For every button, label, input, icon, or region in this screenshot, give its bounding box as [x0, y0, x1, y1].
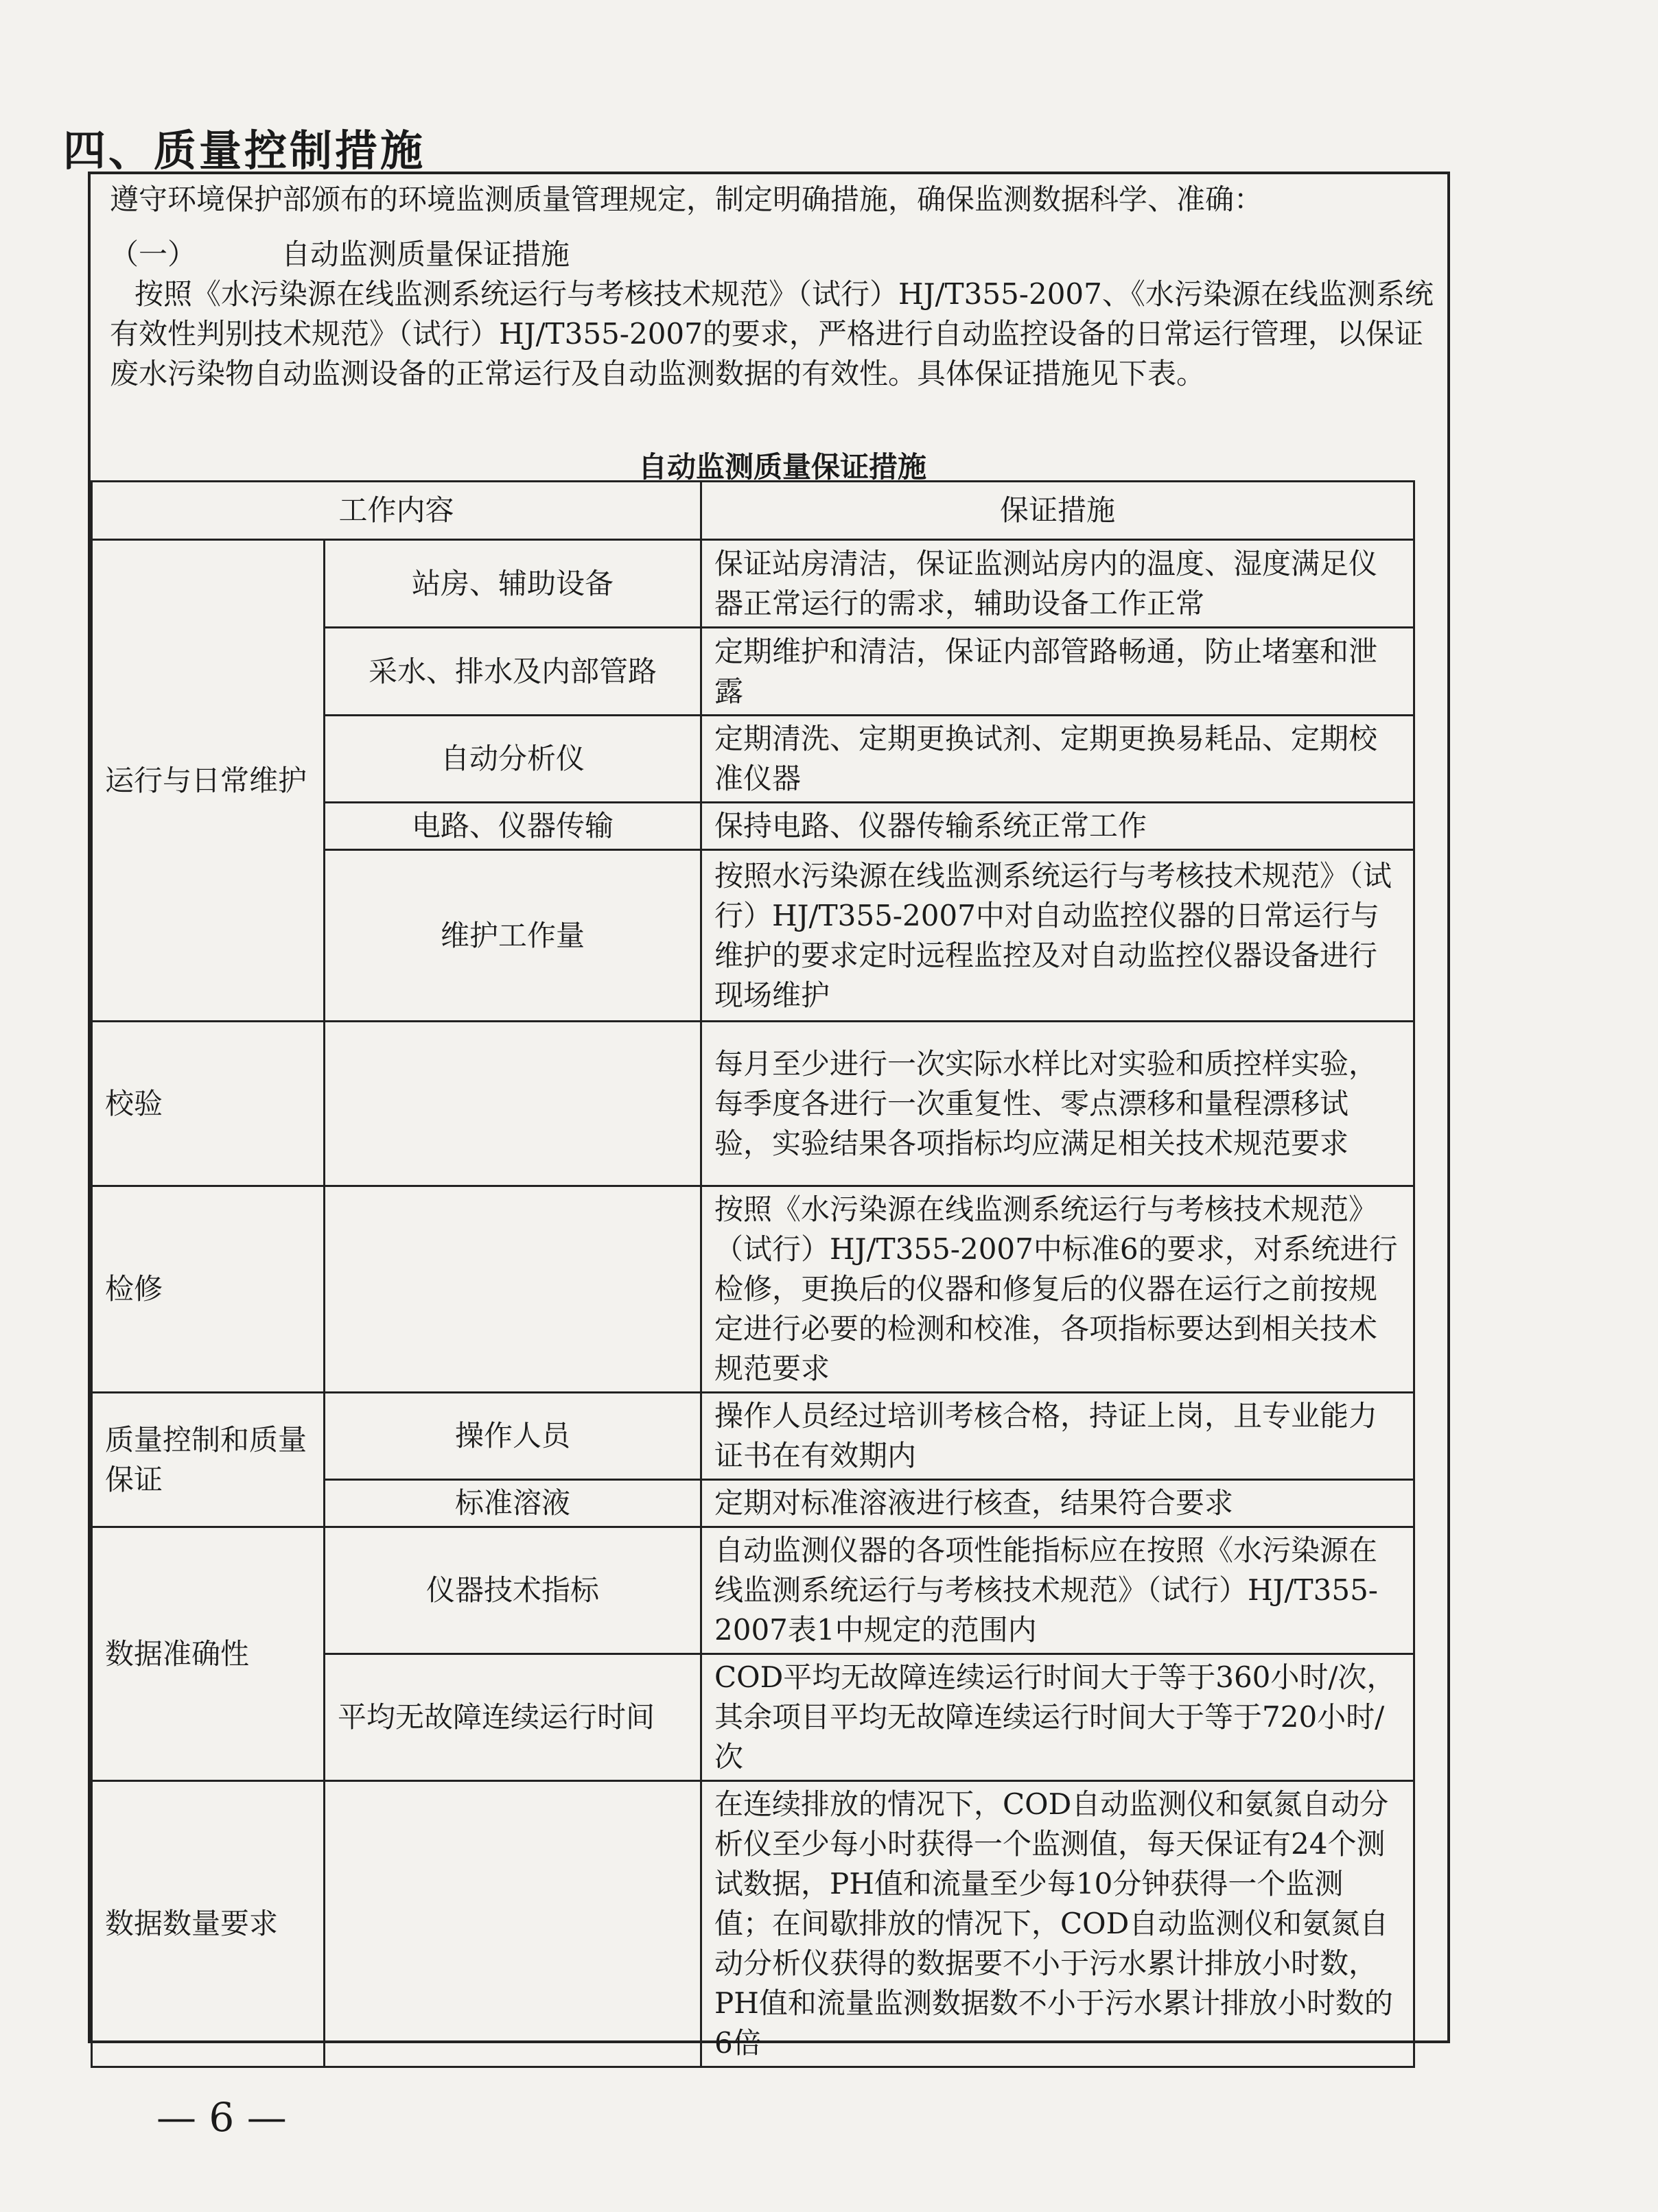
measure-cell: 按照水污染源在线监测系统运行与考核技术规范》（试行）HJ/T355-2007中对自动监控仪器的日常运行与维护的要求定时远程监控及对自动监控仪器设备进行现场维护 — [701, 850, 1414, 1022]
subsection-heading — [110, 235, 1434, 274]
item-cell — [325, 1022, 701, 1186]
measure-cell: 操作人员经过培训考核合格，持证上岗，且专业能力证书在有效期内 — [701, 1393, 1414, 1480]
item-cell: 标准溶液 — [325, 1480, 701, 1527]
category-cell: 检修 — [92, 1186, 325, 1393]
subsection-number: （一） — [110, 237, 197, 271]
description-paragraph: 按照《水污染源在线监测系统运行与考核技术规范》（试行）HJ/T355-2007、《水污染源在线监测系统有效性判别技术规范》（试行）HJ/T355-2007的要求，严格进行自动监控设备的日常运行管理，以保证废水污染物自动监测设备的正常运行及自动监测数据的有效性。具体保证措施见下表。 — [110, 277, 1434, 390]
measure-cell: 定期维护和清洁，保证内部管路畅通，防止堵塞和泄露 — [701, 628, 1414, 716]
item-cell: 维护工作量 — [325, 850, 701, 1022]
measure-cell: 在连续排放的情况下，COD自动监测仪和氨氮自动分析仪至少每小时获得一个监测值，每天保证有24个测试数据，PH值和流量至少每10分钟获得一个监测值；在间歇排放的情况下，COD自动监测仪和氨氮自动分析仪获得的数据要不小于污水累计排放小时数，PH值和流量监测数据数不小于污水累计排放小时数的6倍 — [701, 1781, 1414, 2067]
measure-cell: 自动监测仪器的各项性能指标应在按照《水污染源在线监测系统运行与考核技术规范》（试行）HJ/T355-2007表1中规定的范围内 — [701, 1527, 1414, 1654]
table-row — [92, 1022, 1414, 1186]
category-cell: 运行与日常维护 — [92, 540, 325, 1022]
measure-cell: 保持电路、仪器传输系统正常工作 — [701, 803, 1414, 850]
table-row — [92, 1393, 1414, 1480]
item-cell: 站房、辅助设备 — [325, 540, 701, 628]
measure-cell: 保证站房清洁，保证监测站房内的温度、湿度满足仪器正常运行的需求，辅助设备工作正常 — [701, 540, 1414, 628]
quality-assurance-table — [91, 480, 1415, 2068]
category-cell: 校验 — [92, 1022, 325, 1186]
item-cell: 自动分析仪 — [325, 716, 701, 803]
measure-cell: 每月至少进行一次实际水样比对实验和质控样实验，每季度各进行一次重复性、零点漂移和量程漂移试验，实验结果各项指标均应满足相关技术规范要求 — [701, 1022, 1414, 1186]
table-row — [92, 1781, 1414, 2067]
item-cell: 平均无故障连续运行时间 — [325, 1654, 701, 1781]
subsection-title: 自动监测质量保证措施 — [281, 237, 570, 271]
measure-cell: 定期清洗、定期更换试剂、定期更换易耗品、定期校准仪器 — [701, 716, 1414, 803]
header-measures: 保证措施 — [701, 482, 1414, 540]
measure-cell: COD平均无故障连续运行时间大于等于360小时/次，其余项目平均无故障连续运行时间大于等于720小时/次 — [701, 1654, 1414, 1781]
table-title: 自动监测质量保证措施 — [638, 450, 926, 484]
table-row — [92, 540, 1414, 628]
item-cell: 电路、仪器传输 — [325, 803, 701, 850]
item-cell: 仪器技术指标 — [325, 1527, 701, 1654]
header-work-content: 工作内容 — [92, 482, 701, 540]
measure-cell: 定期对标准溶液进行核查，结果符合要求 — [701, 1480, 1414, 1527]
table-row — [92, 1527, 1414, 1654]
item-cell — [325, 1781, 701, 2067]
measure-cell: 按照《水污染源在线监测系统运行与考核技术规范》（试行）HJ/T355-2007中标准6的要求，对系统进行检修，更换后的仪器和修复后的仪器在运行之前按规定进行必要的检测和校准，各项指标要达到相关技术规范要求 — [701, 1186, 1414, 1393]
category-cell: 数据数量要求 — [92, 1781, 325, 2067]
item-cell: 采水、排水及内部管路 — [325, 628, 701, 716]
page-number: — 6 — — [156, 2094, 287, 2141]
section-heading: 四、质量控制措施 — [63, 126, 426, 176]
category-cell: 质量控制和质量保证 — [92, 1393, 325, 1527]
category-cell: 数据准确性 — [92, 1527, 325, 1781]
item-cell — [325, 1186, 701, 1393]
intro-paragraph: 遵守环境保护部颁布的环境监测质量管理规定，制定明确措施，确保监测数据科学、准确： — [110, 183, 1263, 216]
table-row — [92, 1186, 1414, 1393]
table-header-row — [92, 482, 1414, 540]
item-cell: 操作人员 — [325, 1393, 701, 1480]
